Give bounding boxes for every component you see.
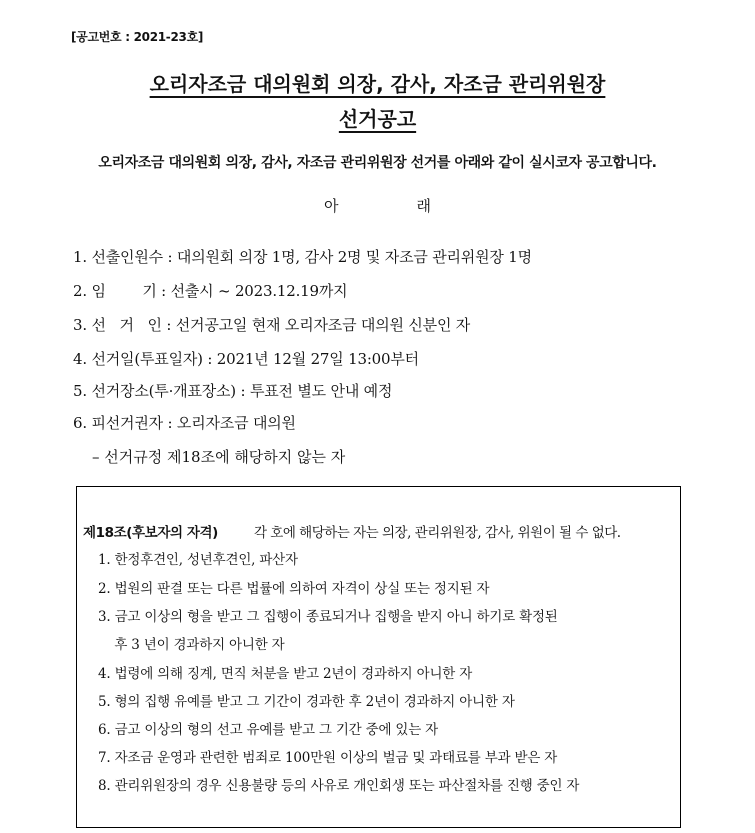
election-item: 4. 선거일(투표일자) : 2021년 12월 27일 13:00부터	[73, 350, 419, 368]
title-line-1: 오리자조금 대의원회 의장, 감사, 자조금 관리위원장	[149, 72, 606, 96]
rule-item: 6. 금고 이상의 형의 선고 유예를 받고 그 기간 중에 있는 자	[98, 722, 438, 738]
rule-item: 2. 법원의 판결 또는 다른 법률에 의하여 자격이 상실 또는 정지된 자	[98, 581, 490, 597]
rule-item: 8. 관리위원장의 경우 신용불량 등의 사유로 개인회생 또는 파산절차를 진행 중인 자	[98, 778, 580, 794]
rule-item: 4. 법령에 의해 징계, 면직 처분을 받고 2년이 경과하지 아니한 자	[98, 666, 473, 682]
rule-title: 제18조(후보자의 자격)	[83, 525, 218, 541]
title-line-2: 선거공고	[338, 107, 417, 131]
below-heading	[0, 195, 755, 216]
rule-item-continuation: 후 3 년이 경과하지 아니한 자	[98, 637, 285, 653]
intro-text: 오리자조금 대의원회 의장, 감사, 자조금 관리위원장 선거를 아래와 같이 실시코자 공고합니다.	[98, 155, 657, 171]
page-subtitle	[0, 103, 755, 132]
page-title	[0, 68, 755, 97]
below-char-2: 래	[416, 197, 431, 215]
election-item: 1. 선출인원수 : 대의원회 의장 1명, 감사 2명 및 자조금 관리위원장 1명	[73, 248, 532, 266]
rule-header	[83, 521, 621, 541]
election-item: 6. 피선거권자 : 오리자조금 대의원	[73, 414, 296, 432]
election-item: 3. 선 거 인 : 선거공고일 현재 오리자조금 대의원 신분인 자	[73, 316, 471, 334]
rule-item: 7. 자조금 운영과 관련한 범죄로 100만원 이상의 벌금 및 과태료를 부과 받은 자	[98, 750, 558, 766]
rule-item: 5. 형의 집행 유예를 받고 그 기간이 경과한 후 2년이 경과하지 아니한 자	[98, 694, 515, 710]
below-char-1: 아	[324, 197, 339, 215]
rule-description: 각 호에 해당하는 자는 의장, 관리위원장, 감사, 위원이 될 수 없다.	[253, 525, 621, 541]
rule-item: 1. 한정후견인, 성년후견인, 파산자	[98, 552, 298, 568]
notice-number: [공고번호 : 2021-23호]	[71, 30, 204, 44]
election-item: 2. 임 기 : 선출시 ~ 2023.12.19까지	[73, 282, 348, 300]
sub-item: – 선거규정 제18조에 해당하지 않는 자	[92, 448, 346, 466]
election-item: 5. 선거장소(투·개표장소) : 투표전 별도 안내 예정	[73, 382, 393, 400]
rule-item: 3. 금고 이상의 형을 받고 그 집행이 종료되거나 집행을 받지 아니 하기로 확정된	[98, 609, 558, 625]
